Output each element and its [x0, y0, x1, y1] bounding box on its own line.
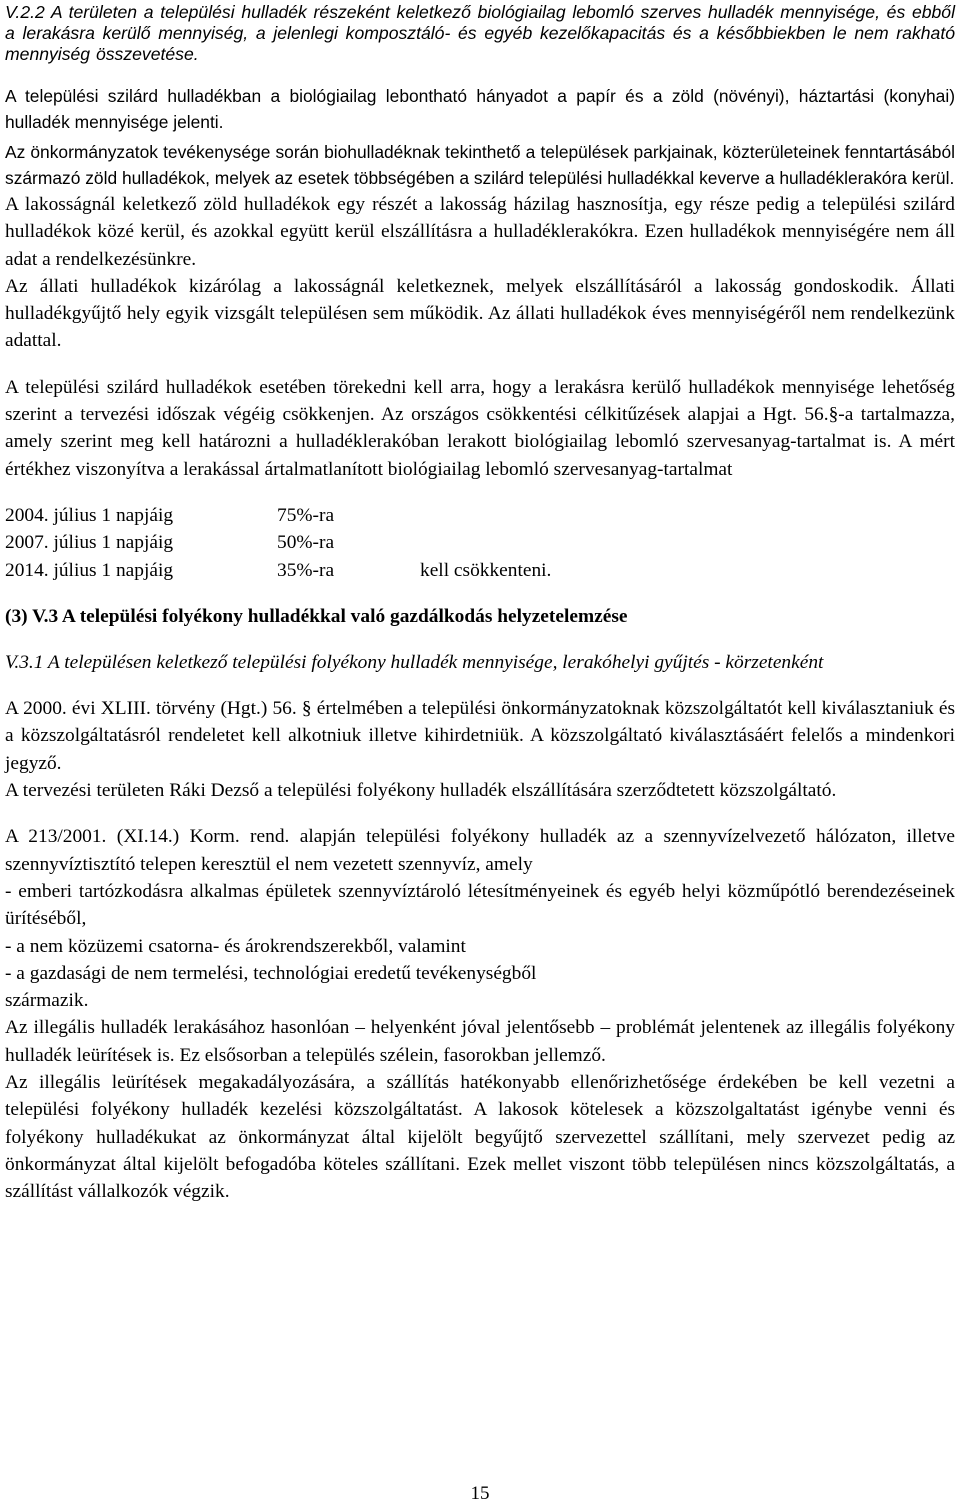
- paragraph: Az állati hulladékok kizárólag a lakosságnál keletkeznek, melyek elszállításáról a lakosság gondoskodik. Állati hulladékgyűjtő hely egyik vizsgált településen sem működik. Az állati hulladékok éves mennyiségéről nem rendelkezünk adattal.: [5, 275, 955, 352]
- paragraph: A 2000. évi XLIII. törvény (Hgt.) 56. § értelmében a települési önkormányzatoknak közszolgáltatót kell kiválasztaniuk és a közszolgáltatásról rendeletet kell alkotniuk illetve kihirdetniük. A közszolgáltató kiválasztásáért felelős a mindenkori jegyző.: [5, 698, 955, 774]
- serif-block-b: [5, 823, 955, 1205]
- list-item: - a gazdasági de nem termelési, technológiai eredetű tevékenységből: [5, 962, 537, 984]
- target-note: kell csökkenteni.: [420, 559, 552, 581]
- subsection-heading: V.3.1 A településen keletkező települési folyékony hulladék mennyisége, lerakóhelyi gyűjtés - körzetenként: [5, 651, 824, 673]
- list-item: - emberi tartózkodásra alkalmas épületek szennyvíztároló létesítményeinek és egyéb helyi közműpótló berendezéseinek ürítéséből,: [5, 880, 955, 930]
- target-date: 2007. július 1 napjáig: [5, 532, 174, 554]
- paragraph: Az önkormányzatok tevékenysége során biohulladéknak tekinthető a települések parkjainak, közterületeinek fenntartásából származó zöld hulladékok, melyek az esetek többségében a szilárd települési hulladékkal keverve a hulladéklerakóra kerül.: [5, 142, 955, 188]
- intro-paragraphs: [5, 83, 955, 191]
- serif-block-1: [5, 191, 955, 355]
- paragraph: A települési szilárd hulladékban a biológiailag lebontható hányadot a papír és a zöld (növényi), háztartási (konyhai) hulladék mennyisége jelenti.: [5, 86, 955, 132]
- reduction-target-paragraph: A települési szilárd hulladékok esetében törekedni kell arra, hogy a lerakásra kerülő hulladékok mennyisége lehetőség szerint a tervezési időszak végéig csökkenjen. Az országos csökkentési célkitűzések alapjai a Hgt. 56.§-a tartalmazza, amely szerint meg kell határozni a hulladéklerakóban lerakott biológiailag lebomló szervesanyag-tartalmat is. A mért értékhez viszonyítva a lerakással ártalmatlanított biológiailag lebomló szervesanyag-tartalmat: [5, 376, 955, 480]
- paragraph: A tervezési területen Ráki Dezső a települési folyékony hulladék elszállítására szerződtetett közszolgáltató.: [5, 780, 837, 802]
- paragraph: A lakosságnál keletkező zöld hulladékok egy részét a lakosság házilag hasznosítja, egy része pedig a települési szilárd hulladékok közé kerül, és azokkal együtt kerül elszállításra a hulladéklerakókra. Ezen hulladékok mennyiségére nem áll adat a rendelkezésünkre.: [5, 194, 955, 270]
- section-heading-bold: (3) V.3 A települési folyékony hulladékkal való gazdálkodás helyzetelemzése: [5, 605, 628, 627]
- paragraph: Az illegális hulladék lerakásához hasonlóan – helyenként jóval jelentősebb – problémát jelentenek az illegális folyékony hulladék leürítések is. Ez elsősorban a település szélein, fasorokban jellemző.: [5, 1017, 955, 1066]
- target-value: 35%-ra: [277, 559, 335, 581]
- page-number: 15: [470, 1483, 490, 1504]
- list-item: - a nem közüzemi csatorna- és árokrendszerekből, valamint: [5, 935, 466, 957]
- target-row: [5, 529, 955, 556]
- target-value: 50%-ra: [277, 532, 335, 554]
- paragraph: A 213/2001. (XI.14.) Korm. rend. alapján települési folyékony hulladék az a szennyvízelvezető hálózaton, illetve szennyvíztisztító telepen keresztül el nem vezetett szennyvíz, amely: [5, 826, 955, 875]
- target-value: 75%-ra: [277, 504, 335, 526]
- paragraph: Az illegális leürítések megakadályozására, a szállítás hatékonyabb ellenőrizhetősége érdekében be kell vezetni a települési folyékony hulladék kezelési közszolgáltatást. A lakosok kötelesek a közszolgaltatást igénybe venni és folyékony hulladékukat az önkormányzat által kijelölt begyűjtő szervezettel szállítani, mely szervezet pedig az önkormányzat által kijelölt befogadóba köteles szállítani. Ezek mellet viszont több településen nincs közszolgáltatás, a szállítást vállalkozók végzik.: [5, 1072, 955, 1203]
- serif-block-a: [5, 695, 955, 804]
- target-date: 2014. július 1 napjáig: [5, 559, 174, 581]
- target-row: [5, 502, 955, 529]
- document-page: [5, 0, 955, 1206]
- section-heading: V.2.2 A területen a települési hulladék részeként keletkező biológiailag lebomló szerves hulladék mennyisége, és ebből a lerakásra kerülő mennyiség, a jelenlegi komposztáló- és egyéb kezelőkapacitás és a későbbiekben le nem rakható mennyiség összevetése.: [5, 2, 955, 64]
- target-date: 2004. július 1 napjáig: [5, 504, 174, 526]
- paragraph: származik.: [5, 990, 89, 1012]
- reduction-targets-list: [5, 502, 955, 584]
- target-row: [5, 557, 955, 584]
